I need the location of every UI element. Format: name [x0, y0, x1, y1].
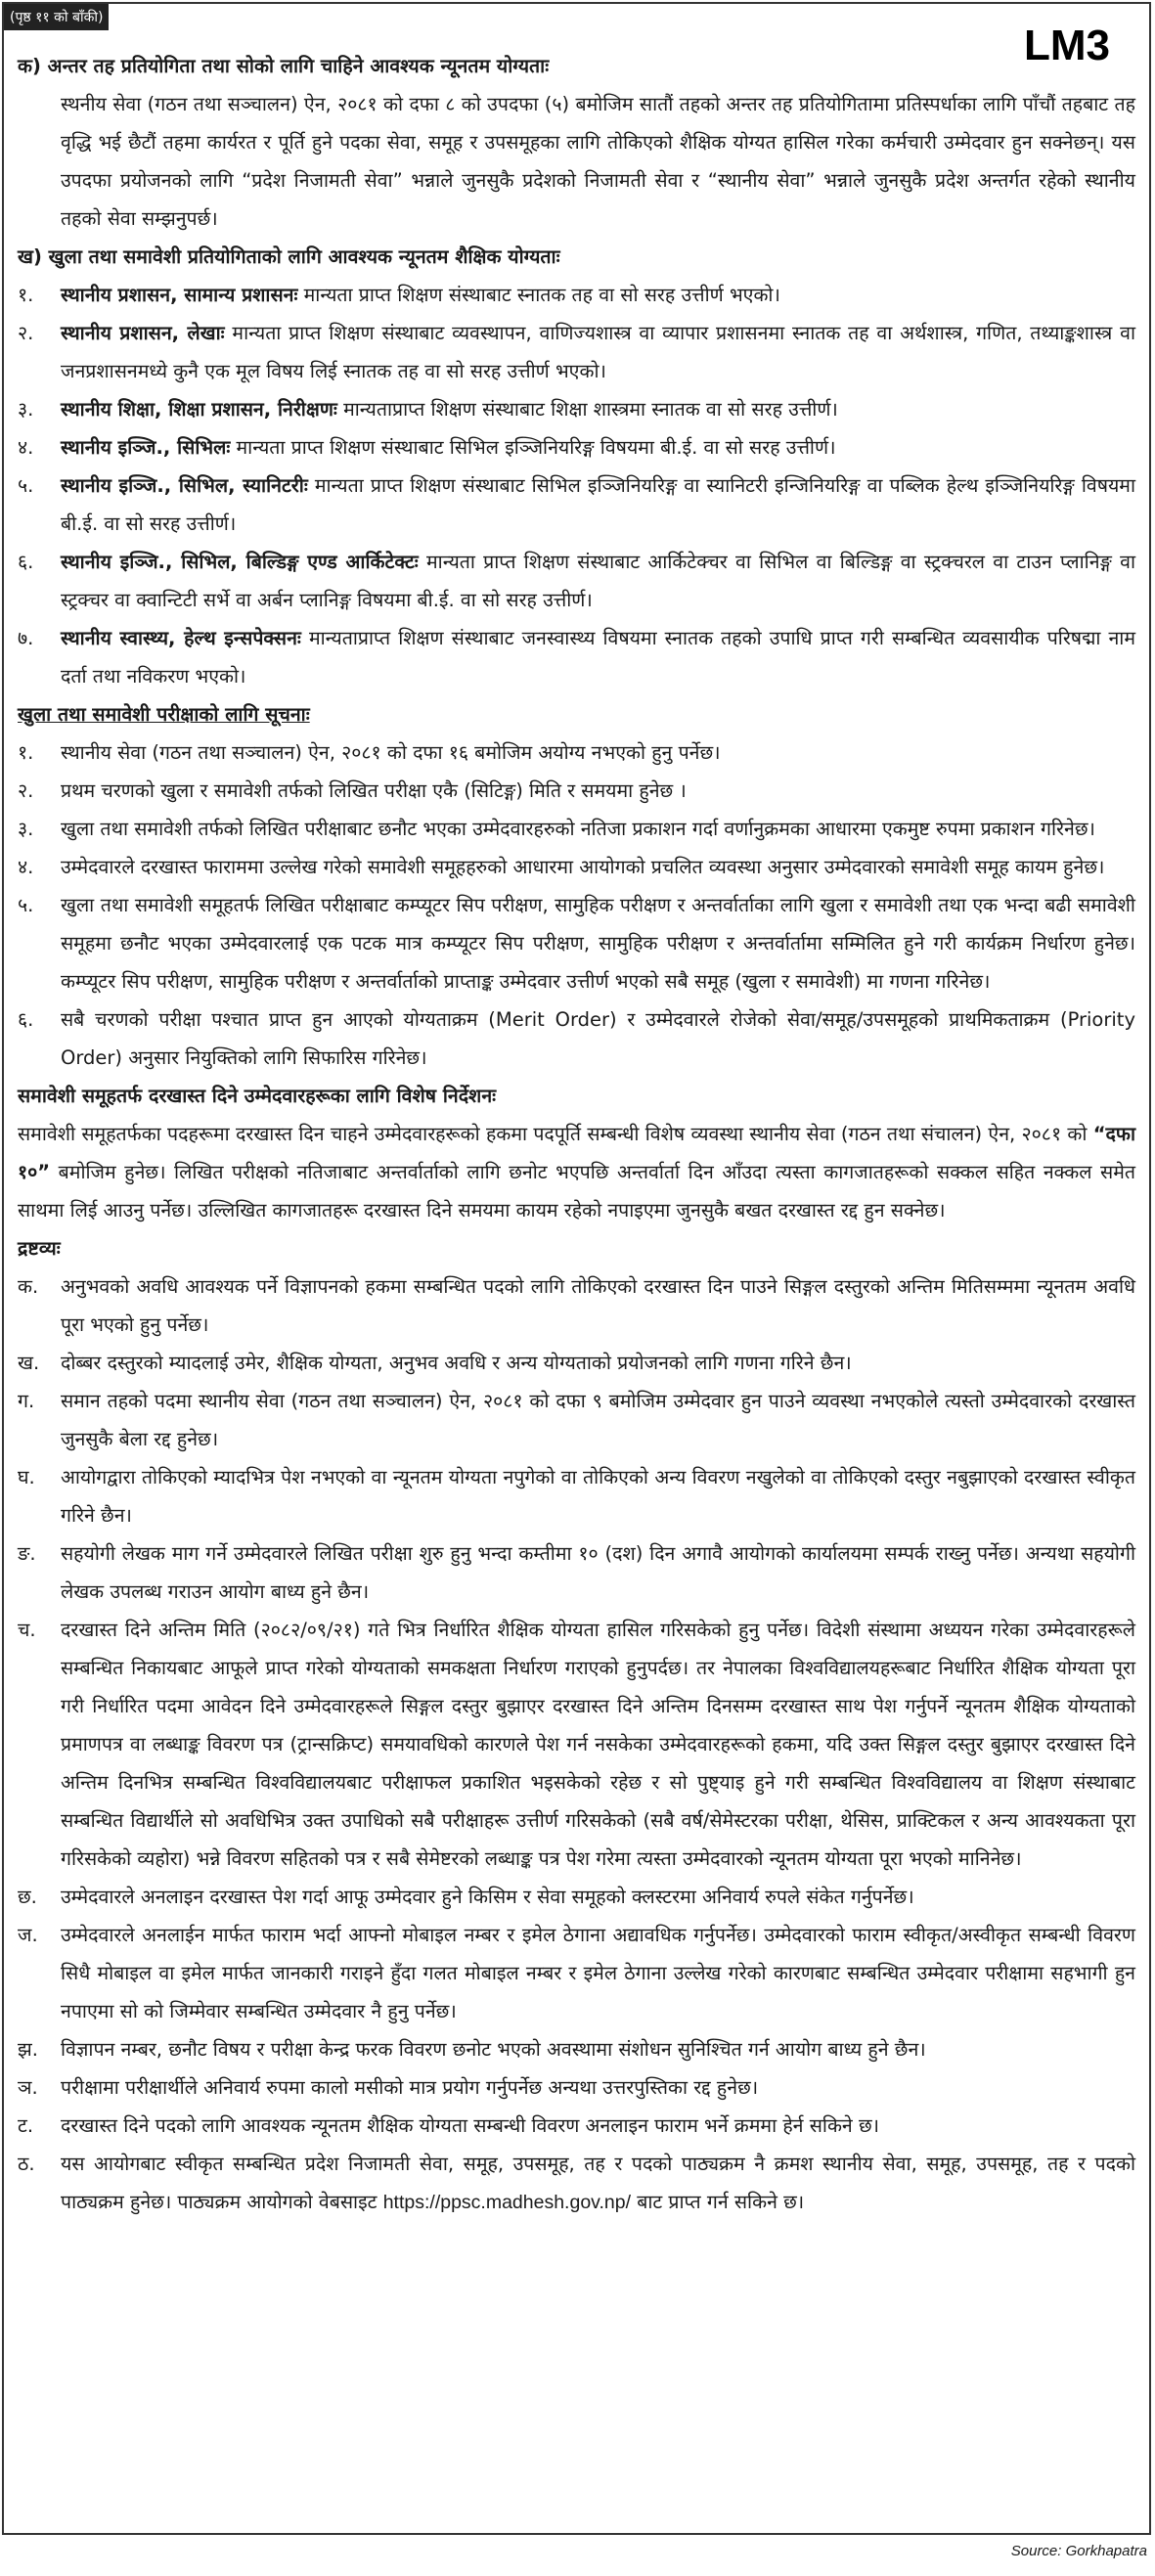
list-item-text: परीक्षामा परीक्षार्थीले अनिवार्य रुपमा कालो मसीको मात्र प्रयोग गर्नुपर्नेछ अन्यथा उत्तरपुस्तिका रद्द हुनेछ।	[61, 2076, 759, 2099]
list-item	[18, 314, 1135, 390]
list-item-text: मान्यता प्राप्त शिक्षण संस्थाबाट सिभिल इञ्जिनियरिङ्ग विषयमा बी.ई. वा सो सरह उत्तीर्ण।	[236, 436, 836, 459]
list-item-text: मान्यताप्राप्त शिक्षण संस्थाबाट शिक्षा शास्त्रमा स्नातक वा सो सरह उत्तीर्ण।	[343, 398, 838, 421]
list-item-text: उम्मेदवारले दरखास्त फाराममा उल्लेख गरेको समावेशी समूहहरुको आधारमा आयोगको प्रचलित व्यवस्था अनुसार उम्मेदवारको समावेशी समूह कायम हुनेछ।	[61, 856, 1105, 878]
list-item-body	[61, 2068, 1135, 2107]
list-item	[18, 2030, 1135, 2068]
list-item-number: ज.	[18, 1924, 38, 1946]
list-item-text: खुला तथा समावेशी समूहतर्फ लिखित परीक्षाबाट कम्प्यूटर सिप परीक्षण, सामुहिक परीक्षण र अन्तर्वार्ताका लागि खुला र समावेशी तथा एक भन्दा बढी समावेशी समूहमा छनौट भएका उम्मेदवारलाई एक पटक मात्र कम्प्यूटर सिप परीक्षण, सामुहिक परीक्षण र अन्तर्वार्तामा सम्मिलित हुने गरी कार्यक्रम निर्धारण हुनेछ। कम्प्यूटर सिप परीक्षण, सामुहिक परीक्षण र अन्तर्वार्ताको प्राप्ताङ्क उम्मेदवार उत्तीर्ण भएको सबै समूह (खुला र समावेशी) मा गणना गरिनेछ।	[61, 894, 1135, 993]
list-item-body	[61, 428, 1135, 466]
list-item-number: ट.	[18, 2114, 34, 2137]
list-item-label: स्थानीय स्वास्थ्य, हेल्थ इन्सपेक्सनः	[61, 627, 301, 649]
list-item	[18, 886, 1135, 1000]
notice-frame	[2, 2, 1151, 2535]
list-item-text: दोब्बर दस्तुरको म्यादलाई उमेर, शैक्षिक योग्यता, अनुभव अवधि र अन्य योग्यताको प्रयोजनको लागि गणना गरिने छैन।	[61, 1352, 852, 1374]
list-item	[18, 733, 1135, 772]
list-item-label: स्थानीय इञ्जि., सिभिल, बिल्डिङ्ग एण्ड आर्किटेक्टः	[61, 551, 419, 573]
notice-code: LM3	[1024, 22, 1110, 69]
list-item-text: मान्यता प्राप्त शिक्षण संस्थाबाट सिभिल इञ्जिनियरिङ्ग वा स्यानिटरी इन्जिनियरिङ्ग वा पब्लिक हेल्थ इञ्जिनियरिङ्ग विषयमा बी.ई. वा सो सरह उत्तीर्ण।	[61, 474, 1135, 535]
list-item	[18, 772, 1135, 810]
list-item-number: ४.	[18, 856, 34, 878]
list-item-text-pre: यस आयोगबाट स्वीकृत सम्बन्धित प्रदेश निजामती सेवा, समूह, उपसमूह, तह र पदको पाठ्यक्रम नै क्रमश स्थानीय सेवा, समूह, उपसमूह, तह र पदको पाठ्यक्रम हुनेछ। पाठ्यक्रम आयोगको वेबसाइट	[61, 2153, 1135, 2213]
list-item-body	[61, 848, 1135, 886]
list-item-body	[61, 276, 1135, 314]
list-item-number: २.	[18, 779, 34, 802]
list-item-text: उम्मेदवारले अनलाईन मार्फत फाराम भर्दा आफ्नो मोबाइल नम्बर र इमेल ठेगाना अद्यावधिक गर्नुपर्नेछ। उम्मेदवारको फाराम स्वीकृत/अस्वीकृत सम्बन्धी विवरण सिधै मोबाइल वा इमेल मार्फत जानकारी गराइने हुँदा गलत मोबाइल नम्बर र इमेल ठेगाना उल्लेख गरेको कारणबाट सम्बन्धित उम्मेदवार परीक्षामा सहभागी हुन नपाएमा सो को जिम्मेवार सम्बन्धित उम्मेदवार नै हुनु पर्नेछ।	[61, 1924, 1135, 2022]
list-item-number: १.	[18, 284, 34, 306]
list-item-text: खुला तथा समावेशी तर्फको लिखित परीक्षाबाट छनौट भएका उम्मेदवारहरुको नतिजा प्रकाशन गर्दा वर्णानुक्रमका आधारमा एकमुष्ट रुपमा प्रकाशन गरिनेछ।	[61, 818, 1095, 840]
list-item-text: अनुभवको अवधि आवश्यक पर्ने विज्ञापनको हकमा सम्बन्धित पदको लागि तोकिएको दरखास्त दिन पाउने सिङ्गल दस्तुरको अन्तिम मितिसम्ममा न्यूनतम अवधि पूरा भएको हुनु पर्नेछ।	[61, 1275, 1135, 1336]
list-item-label: स्थानीय इञ्जि., सिभिल, स्यानिटरीः	[61, 474, 308, 497]
list-item-body	[61, 810, 1135, 848]
list-item-number: ४.	[18, 436, 34, 459]
list-item-text: मान्यता प्राप्त शिक्षण संस्थाबाट व्यवस्थापन, वाणिज्यशास्त्र वा व्यापार प्रशासनमा स्नातक तह वा अर्थशास्त्र, गणित, तथ्याङ्कशास्त्र वा जनप्रशासनमध्ये कुनै एक मूल विषय लिई स्नातक तह वा सो सरह उत्तीर्ण भएको।	[61, 322, 1135, 382]
list-item-number: ७.	[18, 627, 34, 649]
list-item-number: ५.	[18, 894, 34, 916]
list-item-text: दरखास्त दिने अन्तिम मिति (२०८२/०९/२१) गते भित्र निर्धारित शैक्षिक योग्यता हासिल गरिसकेको हुनु पर्नेछ। विदेशी संस्थामा अध्ययन गरेका उम्मेदवारहरूले सम्बन्धित निकायबाट आफूले प्राप्त गरेको योग्यताको समकक्षता निर्धारण गराएको हुनुपर्दछ। तर नेपालका विश्वविद्यालयहरूबाट निर्धारित शैक्षिक योग्यता पूरा गरी निर्धारित पदमा आवेदन दिने उम्मेदवारहरूले सिङ्गल दस्तुर बुझाएर दरखास्त दिने अन्तिम दिनसम्म दरखास्त साथ पेश गर्नुपर्ने न्यूनतम शैक्षिक योग्यताको प्रमाणपत्र वा लब्धाङ्क विवरण पत्र (ट्रान्सक्रिप्ट) समयावधिको कारणले पेश गर्न नसकेका उम्मेदवारहरूको हकमा, यदि उक्त सिङ्गल दस्तुर बुझाएर दरखास्त दिने अन्तिम दिनभित्र सम्बन्धित विश्वविद्यालयबाट परीक्षाफल प्रकाशित भइसकेको रहेछ र सो पुष्ट्याइ हुने गरी सम्बन्धित विश्वविद्यालय वा शिक्षण संस्थाबाट सम्बन्धित विद्यार्थीले सो अवधिभित्र उक्त उपाधिको सबै परीक्षाहरू उत्तीर्ण गरिसकेको (सबै वर्ष/सेमेस्टरका परीक्षा, थेसिस, प्राक्टिकल र अन्य आवश्यकता पूरा गरिसकेको व्यहोरा) भन्ने विवरण सहितको पत्र र सबै सेमेष्टरको लब्धाङ्क पत्र पेश गरेमा त्यस्ता उम्मेदवारको न्यूनतम योग्यता पूरा भएको मानिनेछ।	[61, 1619, 1135, 1870]
list-item-text: मान्यता प्राप्त शिक्षण संस्थाबाट स्नातक तह वा सो सरह उत्तीर्ण भएको।	[303, 284, 780, 306]
list-item-label: स्थानीय प्रशासन, सामान्य प्रशासनः	[61, 284, 298, 306]
notes-heading: द्रष्टव्यः	[18, 1237, 61, 1260]
notice-heading	[18, 695, 1135, 733]
list-item	[18, 1534, 1135, 1611]
list-item-body	[61, 1534, 1135, 1611]
list-item-text: विज्ञापन नम्बर, छनौट विषय र परीक्षा केन्द्र फरक विवरण छनोट भएको अवस्थामा संशोधन सुनिश्चित गर्न आयोग बाध्य हुने छैन।	[61, 2038, 926, 2061]
page-continuation-label: (पृष्ठ ११ को बाँकी)	[4, 4, 109, 30]
qualification-list	[18, 276, 1135, 695]
list-item	[18, 1267, 1135, 1344]
list-item-number: ६.	[18, 1008, 34, 1031]
list-item	[18, 2107, 1135, 2145]
list-item	[18, 1344, 1135, 1382]
section-ka-heading: क) अन्तर तह प्रतियोगिता तथा सोको लागि चाहिने आवश्यक न्यूनतम योग्यताः	[18, 55, 550, 77]
list-item	[18, 1382, 1135, 1458]
list-item-text: समान तहको पदमा स्थानीय सेवा (गठन तथा सञ्चालन) ऐन, २०८१ को दफा ९ बमोजिम उम्मेदवार हुन पाउने व्यवस्था नभएकोले त्यस्तो उम्मेदवारको दरखास्त जुनसुकै बेला रद्द हुनेछ।	[61, 1390, 1135, 1450]
list-item	[18, 1878, 1135, 1916]
list-item-number: ठ.	[18, 2153, 35, 2175]
list-item	[18, 1000, 1135, 1077]
list-item-number: झ.	[18, 2038, 38, 2061]
list-item-text: आयोगद्वारा तोकिएको म्यादभित्र पेश नभएको वा न्यूनतम योग्यता नपुगेको वा तोकिएको अन्य विवरण नखुलेको वा तोकिएको दस्तुर नबुझाएको दरखास्त स्वीकृत गरिने छैन।	[61, 1466, 1135, 1527]
list-item	[18, 848, 1135, 886]
list-item-number: छ.	[18, 1886, 37, 1908]
special-para-bold: “दफा १०”	[18, 1123, 1135, 1183]
list-item-number: २.	[18, 322, 34, 344]
list-item-body	[61, 543, 1135, 619]
list-item-body	[61, 314, 1135, 390]
list-item	[18, 619, 1135, 695]
list-item-label: स्थानीय प्रशासन, लेखाः	[61, 322, 225, 344]
list-item	[18, 2145, 1135, 2222]
list-item-number: घ.	[18, 1466, 35, 1488]
list-item-number: ख.	[18, 1352, 40, 1374]
list-item-number: च.	[18, 1619, 36, 1641]
list-item-label: स्थानीय इञ्जि., सिभिलः	[61, 436, 231, 459]
list-item-body	[61, 772, 1135, 810]
list-item-body	[61, 466, 1135, 543]
special-instruction-paragraph	[18, 1115, 1135, 1229]
list-item-body	[61, 619, 1135, 695]
list-item	[18, 543, 1135, 619]
list-item-number: ६.	[18, 551, 34, 573]
list-item-body	[61, 1267, 1135, 1344]
list-item-number: ३.	[18, 398, 34, 421]
notice-heading-text: खुला तथा समावेशी परीक्षाको लागि सूचनाः	[18, 703, 310, 726]
list-item-text	[61, 2145, 1135, 2222]
notice-list	[18, 733, 1135, 1077]
list-item-number: ग.	[18, 1390, 35, 1412]
section-kha-heading: ख) खुला तथा समावेशी प्रतियोगिताको लागि आवश्यक न्यूनतम शैक्षिक योग्यताः	[18, 245, 560, 268]
list-item-body	[61, 886, 1135, 1000]
list-item	[18, 2068, 1135, 2107]
list-item	[18, 1611, 1135, 1878]
list-item-number: ञ.	[18, 2076, 38, 2099]
list-item-body	[61, 390, 1135, 428]
list-item-text: सबै चरणको परीक्षा पश्चात प्राप्त हुन आएको योग्यताक्रम (Merit Order) र उम्मेदवारले रोजेको सेवा/समूह/उपसमूहको प्राथमिकताक्रम (Priority Order) अनुसार नियुक्तिको लागि सिफारिस गरिनेछ।	[61, 1008, 1135, 1069]
list-item	[18, 810, 1135, 848]
list-item-number: १.	[18, 741, 34, 764]
list-item	[18, 1916, 1135, 2030]
list-item-body	[61, 1611, 1135, 1878]
list-item-text: मान्यता प्राप्त शिक्षण संस्थाबाट आर्किटेक्चर वा सिभिल वा बिल्डिङ्ग वा स्ट्रक्चरल वा टाउन प्लानिङ्ग वा स्ट्रक्चर वा क्वान्टिटी सर्भे वा अर्बन प्लानिङ्ग विषयमा बी.ई. वा सो सरह उत्तीर्ण।	[61, 551, 1135, 611]
list-item-text: मान्यताप्राप्त शिक्षण संस्थाबाट जनस्वास्थ्य विषयमा स्नातक तहको उपाधि प्राप्त गरी सम्बन्धित व्यवसायीक परिषद्मा नाम दर्ता तथा नविकरण भएको।	[61, 627, 1135, 688]
website-link[interactable]: https://ppsc.madhesh.gov.np/	[382, 2192, 631, 2213]
list-item-number: क.	[18, 1275, 39, 1298]
list-item-text: प्रथम चरणको खुला र समावेशी तर्फको लिखित परीक्षा एकै (सिटिङ्ग) मिति र समयमा हुनेछ ।	[61, 779, 687, 802]
list-item-body	[61, 1878, 1135, 1916]
special-instruction-heading: समावेशी समूहतर्फ दरखास्त दिने उम्मेदवारहरूका लागि विशेष निर्देशनः	[18, 1085, 497, 1107]
notes-list	[18, 1267, 1135, 2145]
list-item-body	[61, 733, 1135, 772]
section-ka-paragraph: स्थनीय सेवा (गठन तथा सञ्चालन) ऐन, २०८१ को दफा ८ को उपदफा (५) बमोजिम सातौं तहको अन्तर तह प्रतियोगितामा प्रतिस्पर्धाका लागि पाँचौं तहबाट तह वृद्धि भई छैटौं तहमा कार्यरत र पूर्ति हुने पदका सेवा, समूह र उपसमूहका लागि तोकिएको शैक्षिक योग्यत हासिल गरेका कर्मचारी उम्मेदवार हुन सक्नेछन्। यस उपदफा प्रयोजनको लागि “प्रदेश निजामती सेवा” भन्नाले जुनसुकै प्रदेशको निजामती सेवा र “स्थानीय सेवा” भन्नाले जुनसुकै प्रदेश अन्तर्गत रहेको स्थानीय तहको सेवा सम्झनुपर्छ।	[61, 93, 1135, 230]
list-item	[18, 428, 1135, 466]
list-item	[18, 1458, 1135, 1534]
notice-content	[18, 47, 1135, 2222]
list-item-body	[61, 1916, 1135, 2030]
list-item-body	[61, 1458, 1135, 1534]
list-item-body	[61, 1382, 1135, 1458]
list-item-text-post: बाट प्राप्त गर्न सकिने छ।	[631, 2191, 805, 2213]
list-item-number: ५.	[18, 474, 34, 497]
list-item-body	[61, 2030, 1135, 2068]
list-item-body	[61, 1344, 1135, 1382]
list-item-text: उम्मेदवारले अनलाइन दरखास्त पेश गर्दा आफू उम्मेदवार हुने किसिम र सेवा समूहको क्लस्टरमा अनिवार्य रुपले संकेत गर्नुपर्नेछ।	[61, 1886, 914, 1908]
list-item	[18, 390, 1135, 428]
list-item-text: सहयोगी लेखक माग गर्ने उम्मेदवारले लिखित परीक्षा शुरु हुनु भन्दा कम्तीमा १० (दश) दिन अगावै आयोगको कार्यालयमा सम्पर्क राख्नु पर्नेछ। अन्यथा सहयोगी लेखक उपलब्ध गराउन आयोग बाध्य हुने छैन।	[61, 1542, 1135, 1603]
source-credit: Source: Gorkhapatra	[1010, 2543, 1147, 2559]
list-item	[18, 466, 1135, 543]
list-item-text: दरखास्त दिने पदको लागि आवश्यक न्यूनतम शैक्षिक योग्यता सम्बन्धी विवरण अनलाइन फाराम भर्ने क्रममा हेर्न सकिने छ।	[61, 2114, 879, 2137]
list-item	[18, 276, 1135, 314]
special-para-post: बमोजिम हुनेछ। लिखित परीक्षको नतिजाबाट अन्तर्वार्ताको लागि छनोट भएपछि अन्तर्वार्ता दिन आँउदा त्यस्ता कागजातहरूको सक्कल सहित नक्कल समेत साथमा लिई आउनु पर्नेछ। उल्लिखित कागजातहरू दरखास्त दिने समयमा कायम रहेको नपाइएमा जुनसुकै बखत दरखास्त रद्द हुन सक्नेछ।	[18, 1161, 1135, 1221]
list-item-text: स्थानीय सेवा (गठन तथा सञ्चालन) ऐन, २०८१ को दफा १६ बमोजिम अयोग्य नभएको हुनु पर्नेछ।	[61, 741, 721, 764]
list-item-body	[61, 1000, 1135, 1077]
special-para-pre: समावेशी समूहतर्फका पदहरूमा दरखास्त दिन चाहने उम्मेदवारहरूको हकमा पदपूर्ति सम्बन्धी विशेष व्यवस्था स्थानीय सेवा (गठन तथा संचालन) ऐन, २०८१ को	[18, 1123, 1093, 1145]
list-item-label: स्थानीय शिक्षा, शिक्षा प्रशासन, निरीक्षणः	[61, 398, 337, 421]
list-item-number: ङ.	[18, 1542, 36, 1565]
list-item-number: ३.	[18, 818, 34, 840]
list-item-body	[61, 2107, 1135, 2145]
